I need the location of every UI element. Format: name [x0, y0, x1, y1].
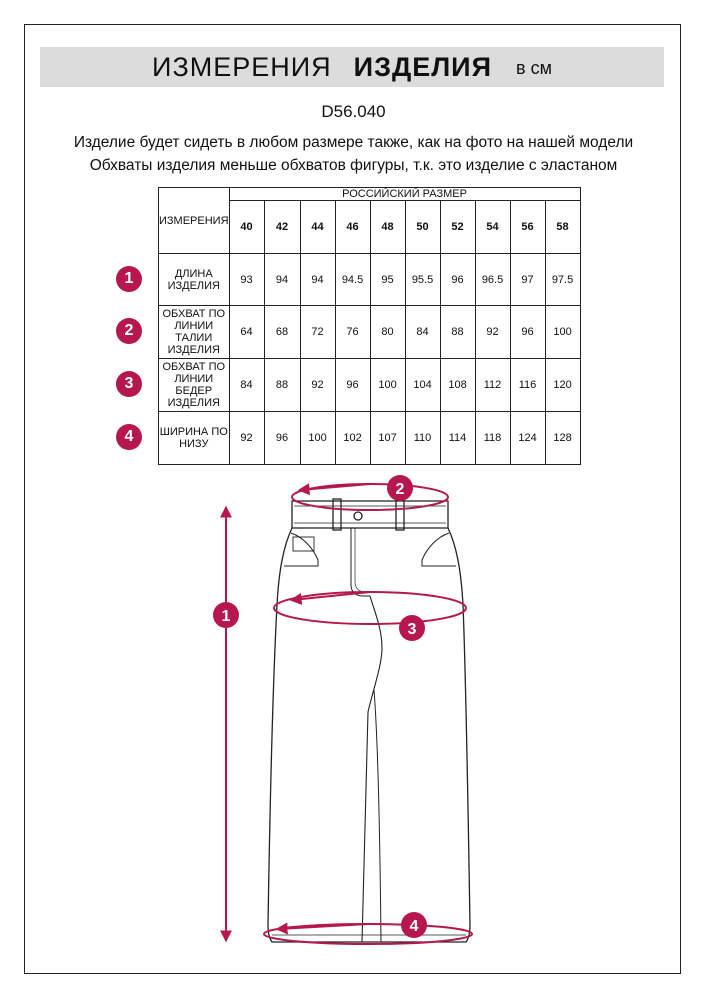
table-cell: 97.5	[545, 254, 580, 306]
table-cell: 102	[335, 412, 370, 465]
diagram-badge-2-label: 2	[395, 481, 405, 498]
table-cell: 84	[405, 306, 440, 359]
label-line: ОБХВАТ ПО	[162, 361, 226, 373]
label-line: ИЗДЕЛИЯ	[167, 397, 220, 409]
table-cell: 100	[370, 359, 405, 412]
label-line: НИЗУ	[179, 438, 209, 450]
table-cell: 95	[370, 254, 405, 306]
size-group-header: РОССИЙСКИЙ РАЗМЕР	[229, 188, 580, 201]
diagram-badge-3	[399, 615, 425, 641]
diagram-badge-1-label: 1	[221, 608, 231, 625]
row-badge-2: 2	[116, 318, 142, 344]
table-cell: 96	[510, 306, 545, 359]
label-line: ЛИНИИ	[174, 373, 214, 385]
table-cell: 97	[510, 254, 545, 306]
row-badge-4: 4	[116, 424, 142, 450]
table-cell: 93	[229, 254, 264, 306]
table-cell: 107	[370, 412, 405, 465]
table-cell: 92	[229, 412, 264, 465]
table-cell: 72	[300, 306, 335, 359]
table-cell: 94	[264, 254, 300, 306]
measure-header: ИЗМЕРЕНИЯ	[159, 188, 230, 254]
table-cell: 64	[229, 306, 264, 359]
table-cell: 114	[440, 412, 475, 465]
table-cell: 104	[405, 359, 440, 412]
table-cell: 116	[510, 359, 545, 412]
elastane-note: Обхваты изделия меньше обхватов фигуры, т.к. это изделие с эластаном	[89, 157, 618, 174]
label-line: ИЗДЕЛИЯ	[167, 279, 220, 292]
label-line: ИЗДЕЛИЯ	[167, 344, 220, 356]
table-cell: 96.5	[475, 254, 510, 306]
size-label: 54	[475, 201, 510, 254]
size-label: 48	[370, 201, 405, 254]
fit-note: Изделие будет сидеть в любом размере также, как на фото на нашей модели	[73, 134, 634, 151]
diagram-badge-1	[213, 602, 239, 628]
title-unit: в см	[516, 57, 552, 78]
table-cell: 92	[300, 359, 335, 412]
table-cell: 84	[229, 359, 264, 412]
size-label: 52	[440, 201, 475, 254]
table-cell: 80	[370, 306, 405, 359]
hem-measure	[264, 924, 472, 944]
size-label: 56	[510, 201, 545, 254]
size-label: 50	[405, 201, 440, 254]
row-badge-3: 3	[116, 371, 142, 397]
table-cell: 95.5	[405, 254, 440, 306]
label-line: ОБХВАТ ПО	[162, 308, 226, 320]
skirt-outline	[268, 499, 470, 942]
table-cell: 120	[545, 359, 580, 412]
label-line: БЕДЕР	[175, 385, 213, 397]
table-cell: 94	[300, 254, 335, 306]
label-line: ШИРИНА ПО	[159, 426, 228, 438]
table-cell: 76	[335, 306, 370, 359]
table-cell: 92	[475, 306, 510, 359]
label-line: ДЛИНА	[174, 267, 213, 280]
table-cell: 88	[440, 306, 475, 359]
table-cell: 112	[475, 359, 510, 412]
table-cell: 68	[264, 306, 300, 359]
table-cell: 128	[545, 412, 580, 465]
table-cell: 100	[545, 306, 580, 359]
table-cell: 96	[335, 359, 370, 412]
diagram-badge-4-label: 4	[409, 918, 419, 935]
table-cell: 88	[264, 359, 300, 412]
size-label: 46	[335, 201, 370, 254]
table-cell: 124	[510, 412, 545, 465]
title-measurements: ИЗМЕРЕНИЯ	[152, 51, 332, 82]
product-code: D56.040	[321, 102, 386, 121]
table-cell: 100	[300, 412, 335, 465]
diagram-badge-3-label: 3	[407, 621, 417, 638]
table-cell: 94.5	[335, 254, 370, 306]
title-product: ИЗДЕЛИЯ	[353, 51, 492, 82]
label-line: ЛИНИИ	[174, 320, 214, 332]
table-cell: 96	[264, 412, 300, 465]
size-label: 42	[264, 201, 300, 254]
table-cell: 110	[405, 412, 440, 465]
diagram-badge-2	[387, 475, 413, 501]
table-cell: 118	[475, 412, 510, 465]
diagram-badge-4	[401, 912, 427, 938]
size-label: 40	[229, 201, 264, 254]
label-line: ТАЛИИ	[175, 332, 213, 344]
size-label: 58	[545, 201, 580, 254]
row-badge-1: 1	[116, 266, 142, 292]
size-label: 44	[300, 201, 335, 254]
table-cell: 108	[440, 359, 475, 412]
table-cell: 96	[440, 254, 475, 306]
